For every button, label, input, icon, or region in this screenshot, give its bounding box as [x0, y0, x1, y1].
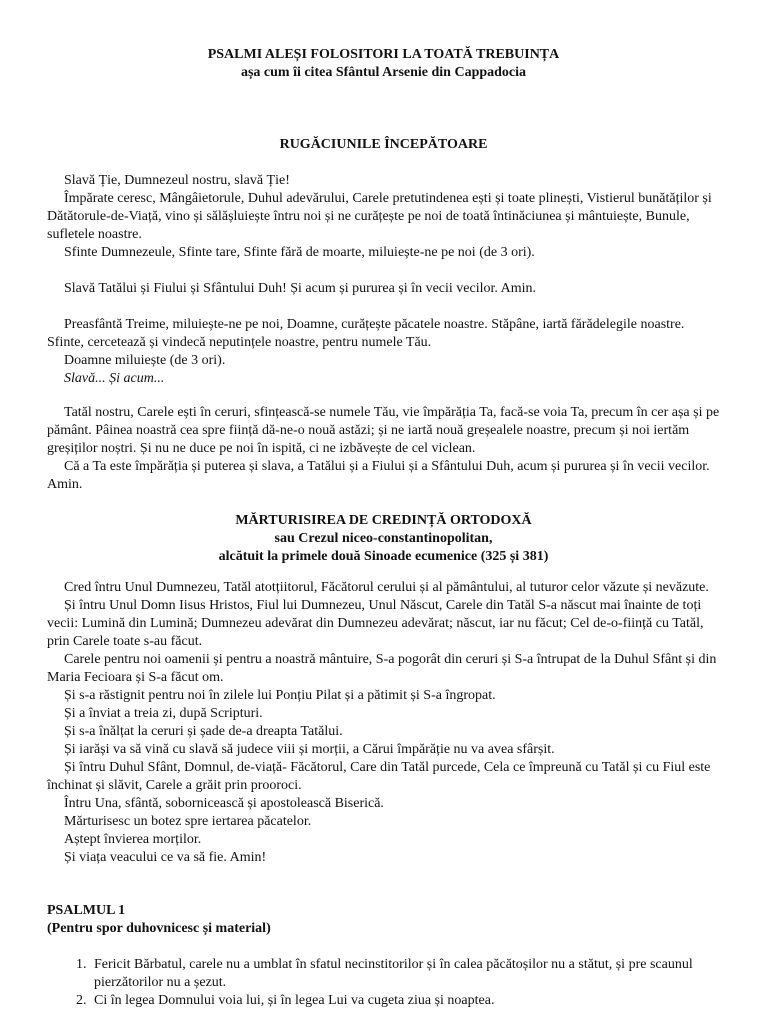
verse-list [47, 956, 720, 1010]
section-subtitle: alcătuit la primele două Sinoade ecumenice (325 și 381) [218, 549, 549, 564]
creed-line: Și iarăși va să vină cu slavă să judece viii și morții, a Cărui împărăție nu va avea sfârșit. [64, 742, 555, 757]
paragraph: Sfinte Dumnezeule, Sfinte tare, Sfinte fără de moarte, miluiește-ne pe noi (de 3 ori). [64, 245, 535, 260]
paragraph: Împărate ceresc, Mângâietorule, Duhul adevărului, Carele pretutindenea ești și toate plinești, Vistierul bunătăților și Dătătorule-de-Viață, vino și sălășluiește întru noi și ne curățește pe noi de toată întinăciunea și mântuiește, Bunule, sufletele noastre. [47, 191, 712, 242]
creed-line: Și s-a înălțat la ceruri și șade de-a dreapta Tatălui. [64, 724, 343, 739]
paragraph: Doamne miluiește (de 3 ori). [64, 353, 226, 368]
paragraph: Slavă... Și acum... [64, 371, 165, 386]
creed-line: Și a înviat a treia zi, după Scripturi. [64, 706, 263, 721]
psalm-subtitle: (Pentru spor duhovnicesc și material) [47, 921, 271, 936]
document-header [47, 46, 720, 82]
verse-item: 2. Ci în legea Domnului voia lui, și în legea Lui va cugeta ziua și noaptea. [90, 992, 720, 1010]
section-heading-rugaciunile: RUGĂCIUNILE ÎNCEPĂTOARE [279, 137, 488, 152]
verse-item: 1. Fericit Bărbatul, carele nu a umblat în sfatul necinstitorilor și în calea păcătoșilor nu a stătut, și pre scaunul pierzătorilor nu a șezut. [90, 956, 720, 992]
document-title: PSALMI ALEȘI FOLOSITORI LA TOATĂ TREBUINȚA [207, 47, 560, 62]
paragraph: Tatăl nostru, Carele ești în ceruri, sfințească-se numele Tău, vie împărăția Ta, facă-se voia Ta, precum în cer așa și pe pământ. Pâinea noastră cea spre ființă dă-ne-o nouă astăzi; și ne iartă nouă greșealele noastre, precum și noi iertăm greșiților noștri. Și nu ne duce pe noi în ispită, ci ne izbăvește de cel viclean. [47, 405, 720, 456]
creed-text [47, 579, 720, 867]
paragraph: Că a Ta este împărăția și puterea și slava, a Tatălui și a Fiului și a Sfântului Duh, acum și pururea și în vecii vecilor. Amin. [47, 459, 710, 492]
creed-line: Carele pentru noi oamenii și pentru a noastră mântuire, S-a pogorât din ceruri și S-a întrupat de la Duhul Sfânt și din Maria Fecioara și S-a făcut om. [47, 652, 717, 685]
creed-line: Mărturisesc un botez spre iertarea păcatelor. [64, 814, 312, 829]
creed-line: Și viața veacului ce va să fie. Amin! [64, 850, 267, 865]
document-subtitle: așa cum îi citea Sfântul Arsenie din Cappadocia [240, 65, 527, 80]
prayer-block-1 [47, 172, 720, 262]
paragraph-text: Slavă Tatălui și Fiului și Sfântului Duh! Și acum și pururea și în vecii vecilor. Amin. [64, 281, 536, 296]
paragraph: Preasfântă Treime, miluiește-ne pe noi, Doamne, curățește păcatele noastre. Stăpâne, iartă fărădelegile noastre. Sfinte, cercetează și vindecă neputințele noastre, pentru numele Tău. [47, 317, 685, 350]
section-heading-crez [47, 512, 720, 566]
creed-line: Și întru Unul Domn Iisus Hristos, Fiul lui Dumnezeu, Unul Născut, Carele din Tatăl S-a născut mai înainte de toți vecii: Lumină din Lumină; Dumnezeu adevărat din Dumnezeu adevărat; născut, iar nu făcut; Cel de-o-ființă cu Tatăl, prin Carele toate s-au făcut. [47, 598, 704, 649]
prayer-block-2 [47, 316, 720, 388]
section-title: MĂRTURISIREA DE CREDINȚĂ ORTODOXĂ [235, 513, 532, 528]
creed-line: Întru Una, sfântă, sobornicească și apostolească Biserică. [64, 796, 384, 811]
creed-line: Aștept învierea morților. [64, 832, 202, 847]
prayer-block-3 [47, 404, 720, 494]
psalm-verses [47, 956, 720, 1010]
paragraph [47, 280, 720, 298]
psalm-heading [47, 902, 720, 938]
creed-line: Și s-a răstignit pentru noi în zilele lui Ponțiu Pilat și a pătimit și S-a îngropat. [64, 688, 496, 703]
section-subtitle: sau Crezul niceo-constantinopolitan, [274, 531, 493, 546]
creed-line: Și întru Duhul Sfânt, Domnul, de-viață- Făcătorul, Care din Tatăl purcede, Cela ce împreună cu Tatăl și cu Fiul este închinat și slăvit, Carele a grăit prin prooroci. [47, 760, 711, 793]
psalm-title: PSALMUL 1 [47, 903, 126, 918]
paragraph: Slavă Ție, Dumnezeul nostru, slavă Ție! [64, 173, 290, 188]
creed-line: Cred întru Unul Dumnezeu, Tatăl atotțiitorul, Făcătorul cerului și al pământului, al tuturor celor văzute și nevăzute. [64, 580, 709, 595]
